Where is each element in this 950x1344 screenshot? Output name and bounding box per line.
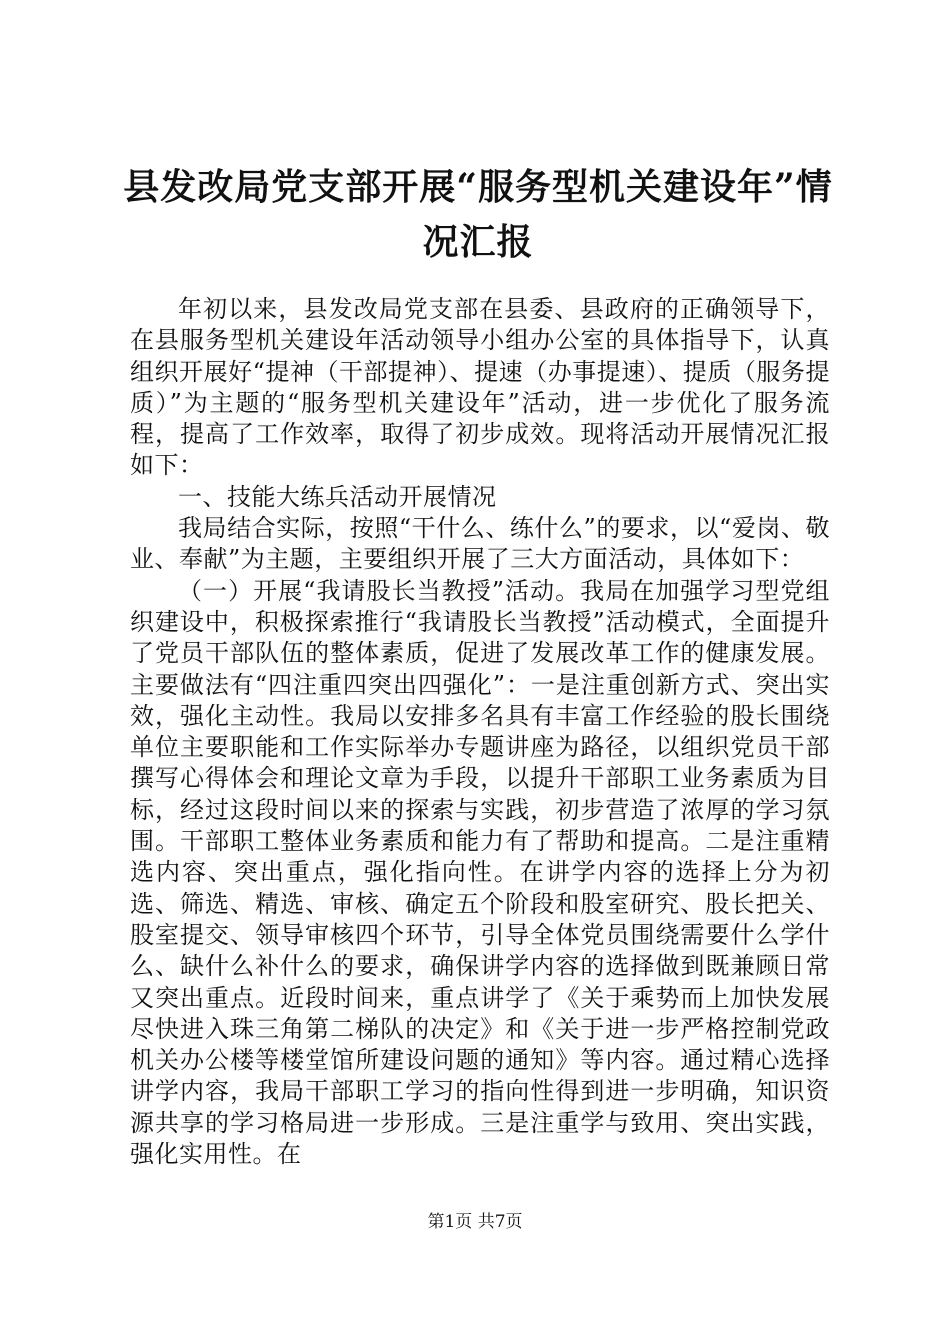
paragraph-section-intro: 我局结合实际，按照“干什么、练什么”的要求，以“爱岗、敬业、奉献”为主题，主要组织开展了三大方面活动，具体如下：: [130, 514, 830, 574]
section-heading: 一、技能大练兵活动开展情况: [178, 482, 497, 511]
document-title: 县发改局党支部开展“服务型机关建设年”情况汇报: [123, 166, 833, 263]
paragraph-intro: 年初以来，县发改局党支部在县委、县政府的正确领导下，在县服务型机关建设年活动领导小组办公室的具体指导下，认真组织开展好“提神（干部提神）、提速（办事提速）、提质（服务提质）”为主题的“服务型机关建设年”活动，进一步优化了服务流程，提高了工作效率，取得了初步成效。现将活动开展情况汇报如下：: [130, 295, 830, 480]
paragraph-activity-one: （一）开展“我请股长当教授”活动。我局在加强学习型党组织建设中，积极探索推行“我请股长当教授”活动模式，全面提升了党员干部队伍的整体素质，促进了发展改革工作的健康发展。主要做法有“四注重四突出四强化”：一是注重创新方式、突出实效，强化主动性。我局以安排多名具有丰富工作经验的股长围绕单位主要职能和工作实际举办专题讲座为路径，以组织党员干部撰写心得体会和理论文章为手段，以提升干部职工业务素质为目标，经过这段时间以来的探索与实践，初步营造了浓厚的学习氛围。干部职工整体业务素质和能力有了帮助和提高。二是注重精选内容、突出重点，强化指向性。在讲学内容的选择上分为初选、筛选、精选、审核、确定五个阶段和股室研究、股长把关、股室提交、领导审核四个环节，引导全体党员围绕需要什么学什么、缺什么补什么的要求，确保讲学内容的选择做到既兼顾日常又突出重点。近段时间来，重点讲学了《关于乘势而上加快发展尽快进入珠三角第二梯队的决定》和《关于进一步严格控制党政机关办公楼等楼堂馆所建设问题的通知》等内容。通过精心选择讲学内容，我局干部职工学习的指向性得到进一步明确，知识资源共享的学习格局进一步形成。三是注重学与致用、突出实践，强化实用性。在: [130, 576, 830, 1169]
document-body: [130, 294, 830, 1170]
page-number: 第1页 共7页: [427, 1212, 523, 1232]
